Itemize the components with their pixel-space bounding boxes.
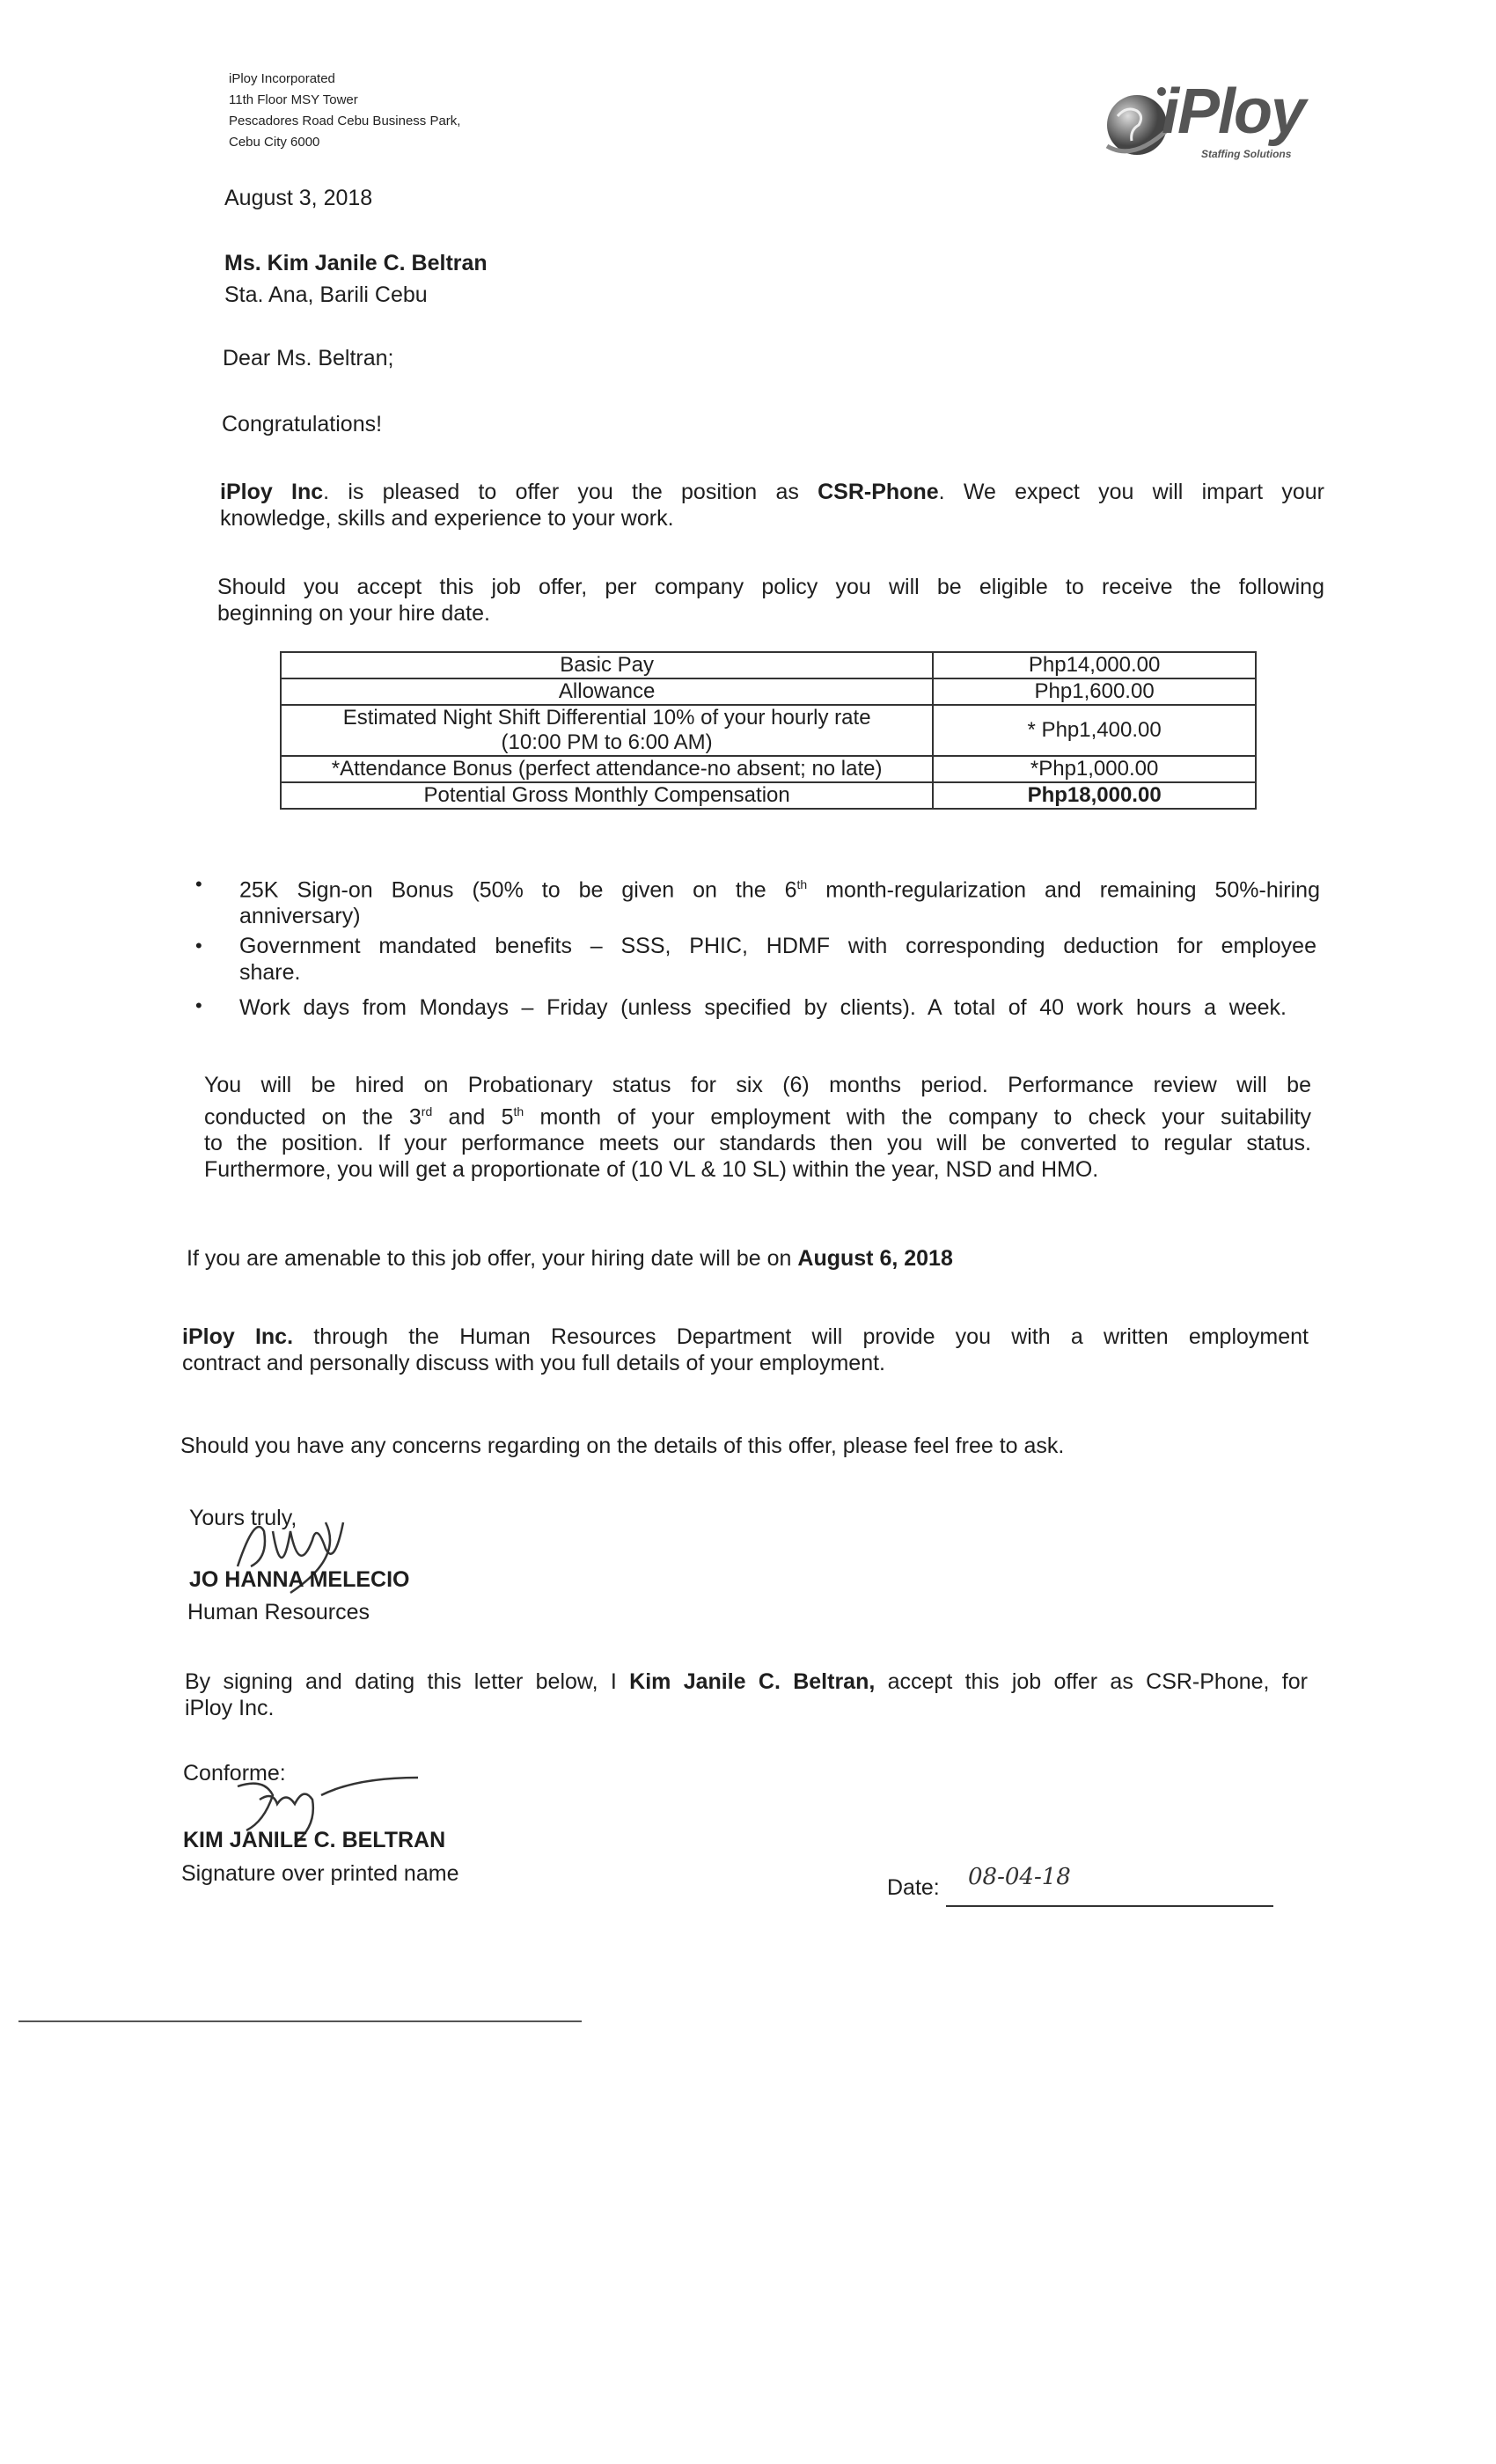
company-name: iPloy Inc. xyxy=(182,1324,294,1349)
table-row xyxy=(281,782,1256,809)
offer-paragraph xyxy=(220,479,1324,532)
logo-tagline: Staffing Solutions xyxy=(1201,148,1292,160)
text: share. xyxy=(239,960,301,985)
bullet-icon: • xyxy=(195,873,202,895)
probation-paragraph xyxy=(204,1072,1311,1183)
recipient-address: Sta. Ana, Barili Cebu xyxy=(224,282,428,307)
salutation: Dear Ms. Beltran; xyxy=(223,346,394,370)
item-cell: Allowance xyxy=(281,678,933,705)
item-cell xyxy=(281,705,933,756)
text: th xyxy=(513,1104,524,1118)
hiring-date-line xyxy=(187,1245,953,1272)
text: accept this job offer as CSR-Phone, for xyxy=(875,1669,1308,1694)
closing: Yours truly, xyxy=(189,1506,297,1530)
concerns-line: Should you have any concerns regarding on the details of this offer, please feel free to ask. xyxy=(180,1434,1065,1458)
text: beginning on your hire date. xyxy=(217,601,490,626)
text: Work days from Mondays – Friday (unless specified by clients). A total of 40 work hours a week. xyxy=(239,995,1287,1020)
text: You will be hired on Probationary status for six (6) months period. Performance review will be xyxy=(204,1073,1311,1097)
compensation-table xyxy=(280,651,1257,810)
greeting: Congratulations! xyxy=(222,412,383,436)
text: knowledge, skills and experience to your work. xyxy=(220,506,674,531)
signatory-title: Human Resources xyxy=(187,1600,370,1624)
item-cell: *Attendance Bonus (perfect attendance-no absent; no late) xyxy=(281,756,933,782)
date-label: Date: xyxy=(887,1875,940,1900)
text: . We expect you will impart your xyxy=(938,480,1324,504)
table-row xyxy=(281,678,1256,705)
text: . is pleased to offer you the position as xyxy=(323,480,818,504)
letter-date: August 3, 2018 xyxy=(224,186,373,210)
text: If you are amenable to this job offer, your hiring date will be on xyxy=(187,1246,798,1271)
text: contract and personally discuss with you full details of your employment. xyxy=(182,1351,885,1375)
text: Furthermore, you will get a proportionate of (10 VL & 10 SL) within the year, NSD and HMO. xyxy=(204,1157,1099,1183)
address-line: iPloy Incorporated xyxy=(229,71,335,86)
signatory-name: JO HANNA MELECIO xyxy=(189,1567,410,1592)
table-row xyxy=(281,705,1256,756)
text: Estimated Night Shift Differential 10% of your hourly rate xyxy=(342,706,871,730)
text: month of your employment with the company to check your suitability xyxy=(524,1104,1311,1130)
text: rd xyxy=(421,1104,433,1118)
list-item xyxy=(239,933,1316,986)
text: anniversary) xyxy=(239,904,361,929)
date-value: 08-04-18 xyxy=(968,1864,1071,1890)
list-item xyxy=(239,871,1320,929)
acceptance-paragraph xyxy=(185,1668,1308,1721)
company-logo xyxy=(1100,77,1338,169)
address-line: Pescadores Road Cebu Business Park, xyxy=(229,114,461,128)
text: conducted on the 3 xyxy=(204,1104,422,1130)
text: month-regularization and remaining 50%-hiring xyxy=(807,877,1320,903)
text: 25K Sign-on Bonus (50% to be given on the 6 xyxy=(239,877,797,903)
date-underline xyxy=(946,1905,1273,1907)
position-name: CSR-Phone xyxy=(818,480,939,504)
hiring-date: August 6, 2018 xyxy=(797,1246,953,1271)
contract-paragraph xyxy=(182,1324,1309,1376)
amount-cell: Php14,000.00 xyxy=(933,652,1256,678)
text: and 5 xyxy=(432,1104,514,1130)
text: Should you accept this job offer, per company policy you will be eligible to receive the following xyxy=(217,575,1324,599)
list-item xyxy=(239,994,1287,1021)
item-cell: Potential Gross Monthly Compensation xyxy=(281,782,933,809)
signature-caption: Signature over printed name xyxy=(181,1861,459,1886)
table-row xyxy=(281,652,1256,678)
acceptor-name: KIM JANILE C. BELTRAN xyxy=(183,1828,446,1852)
logo-wordmark: iPloy xyxy=(1162,77,1305,147)
address-line: Cebu City 6000 xyxy=(229,135,320,150)
amount-cell: *Php1,000.00 xyxy=(933,756,1256,782)
table-row xyxy=(281,756,1256,782)
page-divider xyxy=(18,2020,582,2022)
text: Government mandated benefits – SSS, PHIC, HDMF with corresponding deduction for employee xyxy=(239,934,1316,958)
bullet-icon: • xyxy=(195,935,202,957)
acceptor-name: Kim Janile C. Beltran, xyxy=(629,1669,876,1694)
text: By signing and dating this letter below, I xyxy=(185,1669,630,1694)
company-name: iPloy Inc xyxy=(220,480,324,504)
amount-cell: * Php1,400.00 xyxy=(933,705,1256,756)
text: th xyxy=(796,877,808,891)
eligibility-paragraph xyxy=(217,574,1324,627)
total-amount-cell: Php18,000.00 xyxy=(933,782,1256,809)
text: iPloy Inc. xyxy=(185,1696,275,1720)
recipient-name: Ms. Kim Janile C. Beltran xyxy=(224,251,488,275)
bullet-icon: • xyxy=(195,994,202,1016)
address-line: 11th Floor MSY Tower xyxy=(229,92,358,107)
text: to the position. If your performance meets our standards then you will be converted to regular status. xyxy=(204,1131,1311,1156)
text: through the Human Resources Department will provide you with a written employment xyxy=(293,1324,1309,1349)
conforme-label: Conforme: xyxy=(183,1761,286,1786)
text: (10:00 PM to 6:00 AM) xyxy=(501,730,713,754)
sender-address xyxy=(229,69,460,153)
item-cell: Basic Pay xyxy=(281,652,933,678)
amount-cell: Php1,600.00 xyxy=(933,678,1256,705)
